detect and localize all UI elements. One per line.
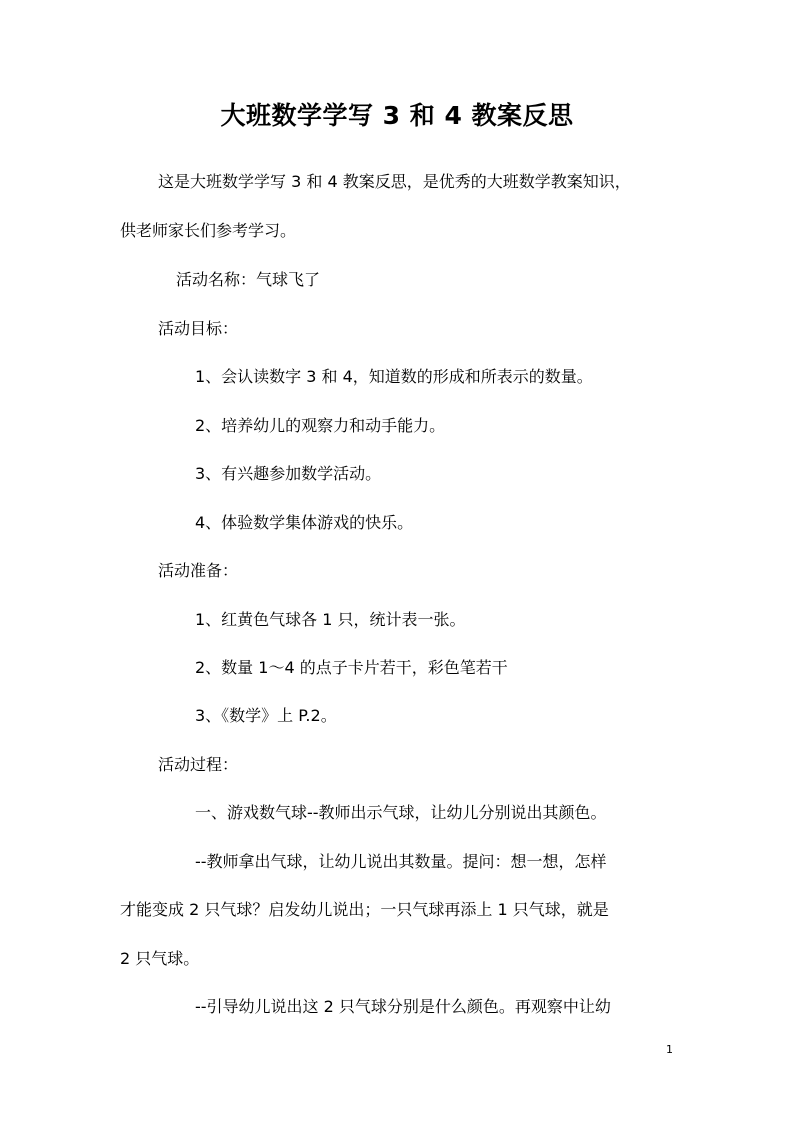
prep-item: 2、数量 1～4 的点子卡片若干，彩色笔若干 [195, 658, 508, 677]
goals-heading: 活动目标： [158, 319, 239, 338]
process-heading: 活动过程： [158, 755, 239, 774]
intro-line-1: 这是大班数学学写 3 和 4 教案反思，是优秀的大班数学教案知识， [158, 172, 631, 191]
process-line: 一、游戏数气球--教师出示气球，让幼儿分别说出其颜色。 [195, 803, 607, 822]
prep-item: 3、《数学》上 P.2。 [195, 706, 337, 725]
document-title: 大班数学学写 3 和 4 教案反思 [220, 101, 574, 130]
process-line: --引导幼儿说出这 2 只气球分别是什么颜色。再观察中让幼 [195, 997, 611, 1016]
process-line: --教师拿出气球，让幼儿说出其数量。提问：想一想，怎样 [195, 852, 607, 871]
goal-item: 2、培养幼儿的观察力和动手能力。 [195, 416, 446, 435]
page-number: 1 [666, 1043, 673, 1056]
intro-line-2: 供老师家长们参考学习。 [120, 221, 297, 240]
process-line: 2 只气球。 [120, 949, 200, 968]
process-line: 才能变成 2 只气球？启发幼儿说出；一只气球再添上 1 只气球，就是 [120, 900, 609, 919]
goal-item: 1、会认读数字 3 和 4，知道数的形成和所表示的数量。 [195, 367, 593, 386]
goal-item: 3、有兴趣参加数学活动。 [195, 464, 382, 483]
goal-item: 4、体验数学集体游戏的快乐。 [195, 513, 414, 532]
activity-name: 活动名称：气球飞了 [176, 270, 321, 289]
prep-heading: 活动准备： [158, 561, 239, 580]
prep-item: 1、红黄色气球各 1 只，统计表一张。 [195, 610, 466, 629]
